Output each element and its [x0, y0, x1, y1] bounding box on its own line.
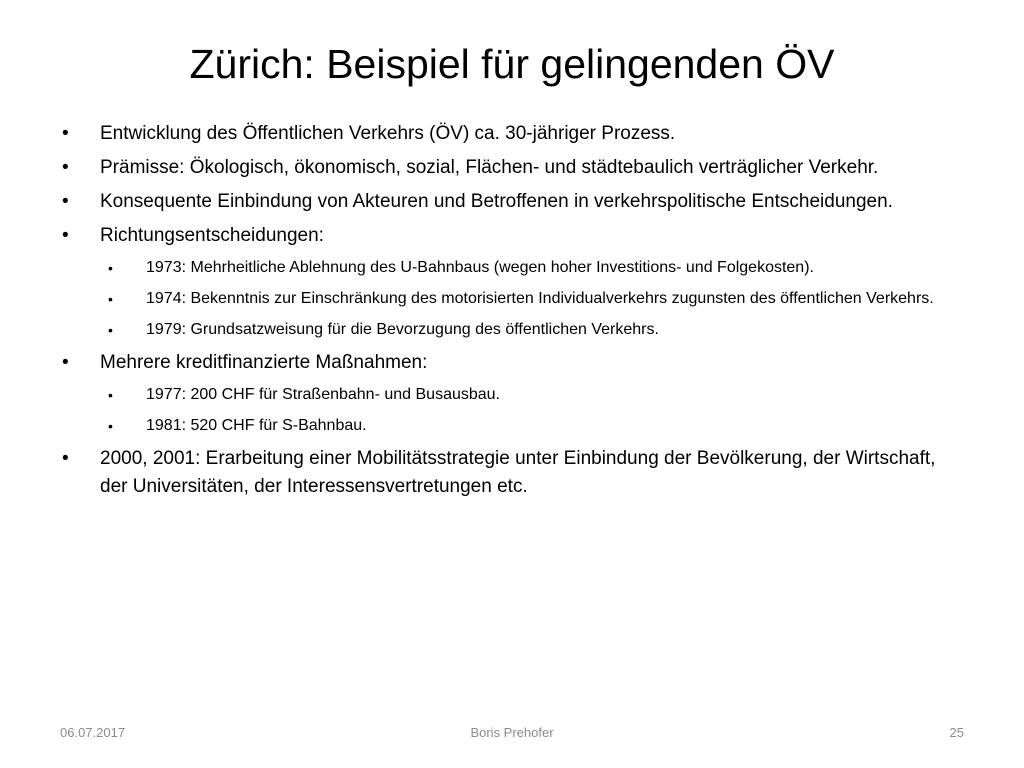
- sub-bullet-text: 1974: Bekenntnis zur Einschränkung des motorisierten Individualverkehrs zugunsten des öffentlichen Verkehrs.: [146, 290, 934, 307]
- bullet-text: Prämisse: Ökologisch, ökonomisch, sozial, Flächen- und städtebaulich verträglicher Verkehr.: [100, 157, 879, 178]
- sub-bullet-text: 1981: 520 CHF für S-Bahnbau.: [146, 417, 367, 434]
- sub-bullet-item: [60, 256, 946, 280]
- footer-date: 06.07.2017: [60, 725, 126, 740]
- bullet-item: [60, 154, 964, 182]
- sub-bullet-icon: •: [108, 418, 113, 434]
- footer-page-number: 25: [949, 725, 964, 740]
- sub-bullet-text: 1977: 200 CHF für Straßenbahn- und Busausbau.: [146, 386, 500, 403]
- bullet-icon: •: [62, 123, 69, 144]
- bullet-text: 2000, 2001: Erarbeitung einer Mobilitätsstrategie unter Einbindung der Bevölkerung, der Wirtschaft, der Universitäten, der Interessensvertretungen etc.: [100, 448, 936, 497]
- sub-bullet-icon: •: [108, 387, 113, 403]
- slide-title: Zürich: Beispiel für gelingenden ÖV: [189, 41, 835, 87]
- bullet-icon: •: [62, 225, 69, 246]
- sub-bullet-item: [60, 383, 946, 407]
- bullet-item: [60, 445, 964, 501]
- sub-bullet-icon: •: [108, 260, 113, 276]
- bullet-item: [60, 349, 964, 377]
- sub-bullet-item: [60, 318, 946, 342]
- bullet-icon: •: [62, 191, 69, 212]
- bullet-text: Richtungsentscheidungen:: [100, 225, 324, 246]
- bullet-text: Entwicklung des Öffentlichen Verkehrs (ÖV) ca. 30-jähriger Prozess.: [100, 123, 676, 144]
- sub-bullet-item: [60, 414, 946, 438]
- bullet-icon: •: [62, 352, 69, 373]
- bullet-text: Konsequente Einbindung von Akteuren und Betroffenen in verkehrspolitische Entscheidungen.: [100, 191, 893, 212]
- bullet-list: [60, 120, 964, 507]
- bullet-icon: •: [62, 448, 69, 469]
- bullet-item: [60, 188, 964, 216]
- bullet-item: [60, 222, 964, 250]
- sub-bullet-text: 1973: Mehrheitliche Ablehnung des U-Bahnbaus (wegen hoher Investitions- und Folgekosten).: [146, 259, 814, 276]
- bullet-text: Mehrere kreditfinanzierte Maßnahmen:: [100, 352, 428, 373]
- sub-bullet-item: [60, 287, 946, 311]
- bullet-icon: •: [62, 157, 69, 178]
- sub-bullet-text: 1979: Grundsatzweisung für die Bevorzugung des öffentlichen Verkehrs.: [146, 321, 659, 338]
- bullet-item: [60, 120, 964, 148]
- sub-bullet-icon: •: [108, 291, 113, 307]
- footer-author: Boris Prehofer: [470, 725, 554, 740]
- sub-bullet-icon: •: [108, 322, 113, 338]
